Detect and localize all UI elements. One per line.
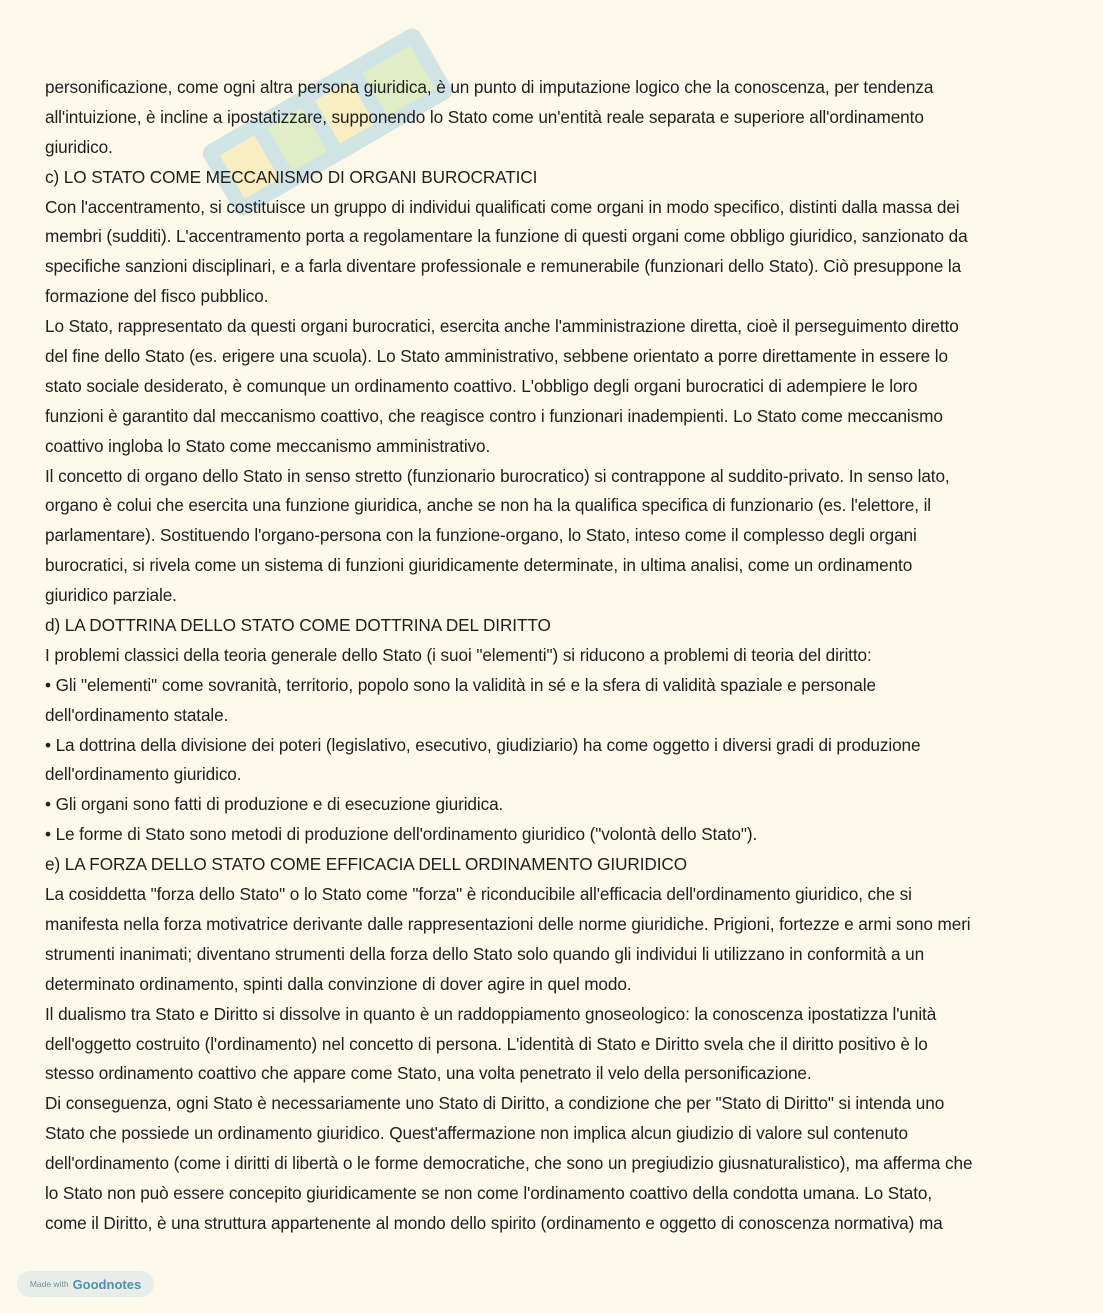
text-line: I problemi classici della teoria generale dello Stato (i suoi "elementi") si riducono a problemi di teoria del diritto: (45, 644, 872, 665)
document-body (45, 73, 1065, 1239)
text-line: coattivo ingloba lo Stato come meccanismo amministrativo. (45, 435, 491, 456)
text-line: stesso ordinamento coattivo che appare come Stato, una volta penetrato il velo della personificazione. (45, 1063, 812, 1084)
text-line: membri (sudditi). L'accentramento porta a regolamentare la funzione di questi organi come obbligo giuridico, sanzionato da (45, 226, 968, 247)
text-line: organo è colui che esercita una funzione giuridica, anche se non ha la qualifica specifica di funzionario (es. l'elettore, il (45, 495, 932, 516)
text-line: La cosiddetta "forza dello Stato" o lo Stato come "forza" è riconducibile all'efficacia dell'ordinamento giuridico, che si (45, 884, 912, 905)
text-line: • Gli "elementi" come sovranità, territorio, popolo sono la validità in sé e la sfera di validità spaziale e personale (45, 674, 876, 695)
text-line: d) LA DOTTRINA DELLO STATO COME DOTTRINA DEL DIRITTO (45, 615, 551, 636)
text-line: parlamentare). Sostituendo l'organo-persona con la funzione-organo, lo Stato, inteso come il complesso degli organi (45, 525, 917, 546)
text-line: giuridico parziale. (45, 585, 177, 606)
text-line: Con l'accentramento, si costituisce un gruppo di individui qualificati come organi in modo specifico, distinti dalla massa dei (45, 196, 960, 217)
text-line: burocratici, si rivela come un sistema di funzioni giuridicamente determinate, in ultima analisi, come un ordinamento (45, 555, 913, 576)
text-line: lo Stato non può essere concepito giuridicamente se non come l'ordinamento coattivo della condotta umana. Lo Stato, (45, 1182, 933, 1203)
text-line: manifesta nella forza motivatrice derivante dalle rappresentazioni delle norme giuridiche. Prigioni, fortezze e armi sono meri (45, 913, 971, 934)
badge-brand: Goodnotes (72, 1276, 142, 1292)
text-line: Stato che possiede un ordinamento giuridico. Quest'affermazione non implica alcun giudizio di valore sul contenuto (45, 1123, 908, 1144)
text-line: specifiche sanzioni disciplinari, e a farla diventare professionale e remunerabile (funzionari dello Stato). Ciò presuppone la (45, 256, 962, 277)
text-line: del fine dello Stato (es. erigere una scuola). Lo Stato amministrativo, sebbene orientato a porre direttamente in essere lo (45, 346, 948, 367)
text-line: Il dualismo tra Stato e Diritto si dissolve in quanto è un raddoppiamento gnoseologico: la conoscenza ipostatizza l'unità (45, 1003, 937, 1024)
goodnotes-badge (17, 1271, 154, 1297)
text-line: formazione del fisco pubblico. (45, 286, 269, 307)
text-line: Di conseguenza, ogni Stato è necessariamente uno Stato di Diritto, a condizione che per "Stato di Diritto" si intenda uno (45, 1093, 945, 1114)
text-line: dell'ordinamento statale. (45, 704, 229, 725)
text-line: stato sociale desiderato, è comunque un ordinamento coattivo. L'obbligo degli organi burocratici di adempiere le loro (45, 375, 918, 396)
text-line: funzioni è garantito dal meccanismo coattivo, che reagisce contro i funzionari inadempienti. Lo Stato come meccanismo (45, 405, 943, 426)
text-line: strumenti inanimati; diventano strumenti della forza dello Stato solo quando gli individui li utilizzano in conformità a un (45, 943, 925, 964)
text-line: c) LO STATO COME MECCANISMO DI ORGANI BUROCRATICI (45, 166, 538, 187)
text-line: dell'ordinamento giuridico. (45, 764, 242, 785)
text-line: • La dottrina della divisione dei poteri (legislativo, esecutivo, giudiziario) ha come oggetto i diversi gradi di produzione (45, 734, 921, 755)
text-line: personificazione, come ogni altra persona giuridica, è un punto di imputazione logico che la conoscenza, per tendenza (45, 77, 934, 97)
text-line: determinato ordinamento, spinti dalla convinzione di dover agire in quel modo. (45, 973, 632, 994)
text-line: all'intuizione, è incline a ipostatizzare, supponendo lo Stato come un'entità reale separata e superiore all'ordinamento (45, 106, 924, 127)
text-line: Lo Stato, rappresentato da questi organi burocratici, esercita anche l'amministrazione diretta, cioè il perseguimento diretto (45, 316, 959, 337)
text-line: giuridico. (45, 136, 113, 157)
badge-prefix: Made with (29, 1279, 69, 1289)
text-line: dell'ordinamento (come i diritti di libertà o le forme democratiche, che sono un pregiudizio giusnaturalistico), ma afferma che (45, 1153, 973, 1174)
text-line: • Le forme di Stato sono metodi di produzione dell'ordinamento giuridico ("volontà dello Stato"). (45, 824, 758, 845)
text-line: come il Diritto, è una struttura appartenente al mondo dello spirito (ordinamento e oggetto di conoscenza normativa) ma (45, 1212, 943, 1233)
text-line: • Gli organi sono fatti di produzione e di esecuzione giuridica. (45, 794, 504, 815)
text-line: Il concetto di organo dello Stato in senso stretto (funzionario burocratico) si contrappone al suddito-privato. In senso lato, (45, 465, 950, 486)
text-line: e) LA FORZA DELLO STATO COME EFFICACIA DELL ORDINAMENTO GIURIDICO (45, 854, 687, 875)
text-line: dell'oggetto costruito (l'ordinamento) nel concetto di persona. L'identità di Stato e Diritto svela che il diritto positivo è lo (45, 1033, 928, 1054)
